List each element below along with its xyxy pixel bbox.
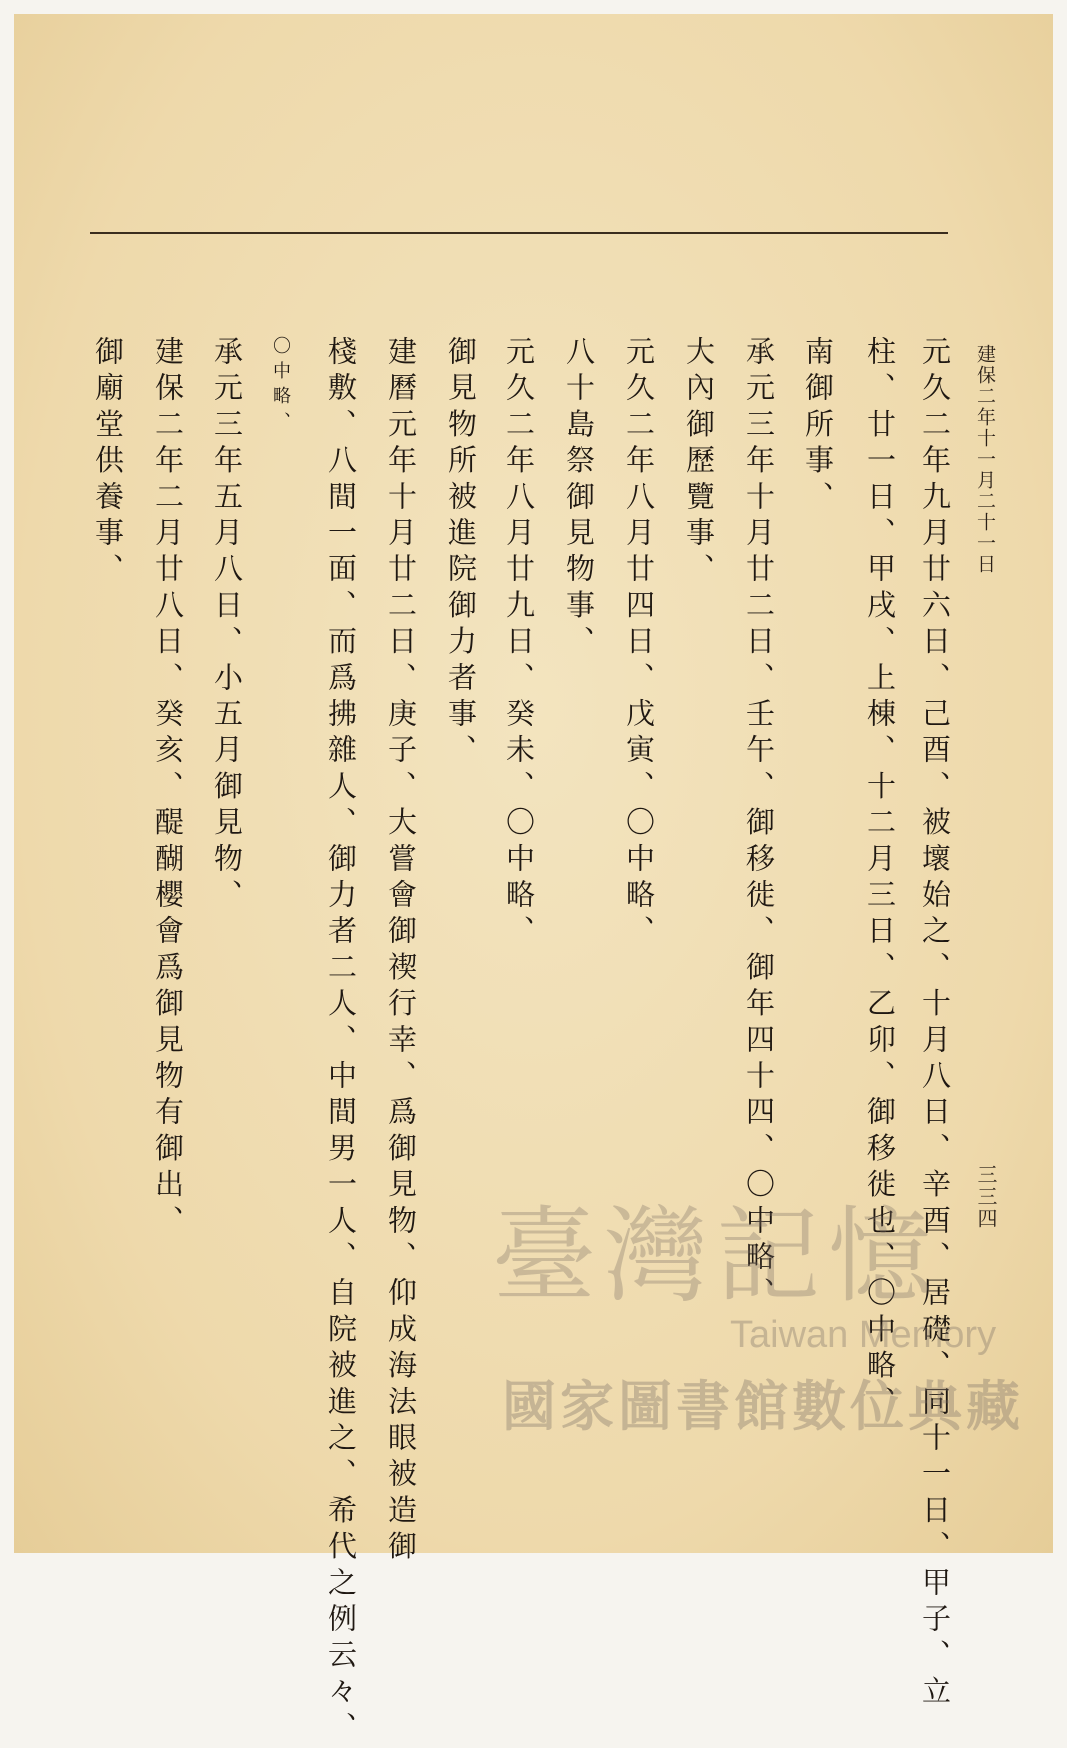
text-column: 棧敷、八間一面、而爲拂雜人、御力者二人、中間男一人、自院被進之、希代之例云々、 xyxy=(324,336,358,1748)
section-heading: 南御所事、 xyxy=(801,336,835,517)
section-heading: 八十島祭御見物事、 xyxy=(562,336,596,662)
text-column: 建保二年二月廿八日、癸亥、醍醐櫻會爲御見物有御出、 xyxy=(151,336,185,1241)
section-heading: 大內御歷覽事、 xyxy=(682,336,716,590)
text-column: 元久二年八月廿四日、戊寅、〇中略、 xyxy=(622,336,656,952)
text-column: 元久二年九月廿六日、己酉、被壞始之、十月八日、辛酉、居礎、同十一日、甲子、立 xyxy=(918,336,952,1712)
page-number: 三三四 xyxy=(974,1164,998,1230)
text-column: 柱、廿一日、甲戌、上棟、十二月三日、乙卯、御移徙也、〇中略、 xyxy=(863,336,897,1422)
book-page xyxy=(14,14,1053,1748)
text-column: 承元三年五月八日、小五月御見物、 xyxy=(210,336,244,916)
section-heading: 御見物所被進院御力者事、 xyxy=(444,336,478,771)
watermark-chinese: 國家圖書館數位典藏 xyxy=(502,1375,1024,1438)
watermark-english: Taiwan Memory xyxy=(730,1314,997,1356)
watermark-logo: 臺灣記憶 xyxy=(492,1195,941,1317)
text-column: 元久二年八月廿九日、癸未、〇中略、 xyxy=(502,336,536,952)
section-heading: 御廟堂供養事、 xyxy=(91,336,125,590)
running-header: 建保二年十一月二十一日 xyxy=(974,344,996,575)
omission-note: 〇中略、 xyxy=(270,336,291,437)
text-column: 建曆元年十月廿二日、庚子、大嘗會御禊行幸、爲御見物、仰成海法眼被造御 xyxy=(384,336,418,1567)
header-rule xyxy=(90,232,948,234)
text-column: 承元三年十月廿二日、壬午、御移徙、御年四十四、〇中略、 xyxy=(742,336,776,1314)
